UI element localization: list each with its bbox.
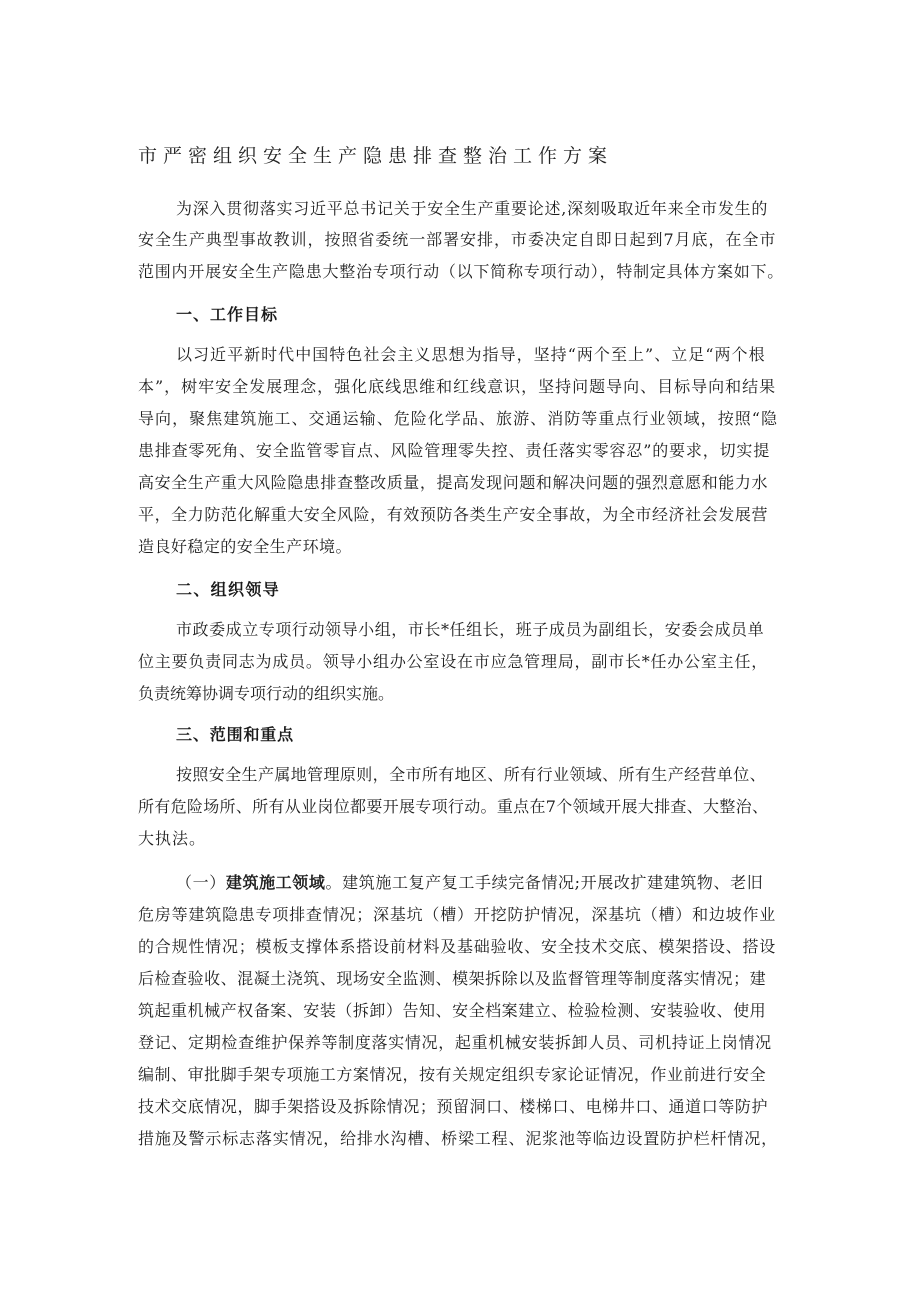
section1-line: 高安全生产重大风险隐患排查整改质量，提高发现问题和解决问题的强烈意愿和能力水	[138, 473, 769, 492]
section1-line: 平，全力防范化解重大安全风险，有效预防各类生产安全事故，为全市经济社会发展营	[138, 505, 769, 524]
section1-line: 本”，树牢安全发展理念，强化底线思维和红线意识，坚持问题导向、目标导向和结果	[138, 377, 777, 396]
section2-line: 位主要负责同志为成员。领导小组办公室设在市应急管理局，副市长*任办公室主任，	[138, 652, 769, 671]
subsection-line: 编制、审批脚手架专项施工方案情况，按有关规定组织专家论证情况，作业前进行安全	[138, 1065, 767, 1084]
intro-line: 为深入贯彻落实习近平总书记关于安全生产重要论述,深刻吸取近年来全市发生的	[176, 199, 769, 218]
section-heading-goals: 一、工作目标	[176, 305, 279, 324]
section3-line: 所有危险场所、所有从业岗位都要开展专项行动。重点在7个领域开展大排查、大整治、	[138, 797, 769, 816]
section3-line: 大执法。	[138, 829, 207, 848]
subsection-construction-first-line	[176, 873, 763, 893]
subsection-line: 登记、定期检查维护保养等制度落实情况，起重机械安装拆卸人员、司机持证上岗情况	[138, 1033, 772, 1052]
section2-line: 负责统筹协调专项行动的组织实施。	[138, 684, 395, 703]
section2-line: 市政委成立专项行动领导小组，市长*任组长，班子成员为副组长，安委会成员单	[176, 620, 765, 639]
section1-line: 造良好稳定的安全生产环境。	[138, 537, 352, 556]
subsection-label: （一）	[176, 873, 226, 892]
subsection-line: 后检查验收、混凝土浇筑、现场安全监测、模架拆除以及监督管理等制度落实情况；建	[138, 969, 767, 988]
subsection-title: 建筑施工领域	[225, 873, 326, 892]
subsection-line: 的合规性情况；模板支撑体系搭设前材料及基础验收、安全技术交底、模架搭设、搭设	[138, 937, 777, 956]
subsection-line: 危房等建筑隐患专项排查情况；深基坑（槽）开挖防护情况，深基坑（槽）和边坡作业	[138, 905, 777, 924]
intro-line: 安全生产典型事故教训，按照省委统一部署安排，市委决定自即日起到7月底，在全市	[138, 230, 777, 249]
intro-line: 范围内开展安全生产隐患大整治专项行动（以下简称专项行动），特制定具体方案如下。	[138, 262, 785, 281]
section-heading-scope: 三、范围和重点	[176, 725, 295, 744]
document-title: 市严密组织安全生产隐患排查整治工作方案	[138, 145, 614, 167]
section1-line: 导向，聚焦建筑施工、交通运输、危险化学品、旅游、消防等重点行业领域，按照“隐	[138, 409, 779, 428]
subsection-text: 。建筑施工复产复工手续完备情况;开展改扩建建筑物、老旧	[325, 873, 764, 892]
subsection-line: 措施及警示标志落实情况，给排水沟槽、桥梁工程、泥浆池等临边设置防护栏杆情况，	[138, 1129, 778, 1148]
subsection-line: 技术交底情况，脚手架搭设及拆除情况；预留洞口、楼梯口、电梯井口、通道口等防护	[138, 1097, 769, 1116]
subsection-line: 筑起重机械产权备案、安装（拆卸）告知、安全档案建立、检验检测、安装验收、使用	[138, 1001, 767, 1020]
section1-line: 以习近平新时代中国特色社会主义思想为指导，坚持“两个至上”、立足“两个根	[176, 345, 766, 364]
section3-line: 按照安全生产属地管理原则，全市所有地区、所有行业领域、所有生产经营单位、	[176, 765, 767, 784]
section-heading-leadership: 二、组织领导	[176, 580, 280, 599]
section1-line: 患排查零死角、安全监管零盲点、风险管理零失控、责任落实零容忍”的要求，切实提	[138, 441, 771, 460]
